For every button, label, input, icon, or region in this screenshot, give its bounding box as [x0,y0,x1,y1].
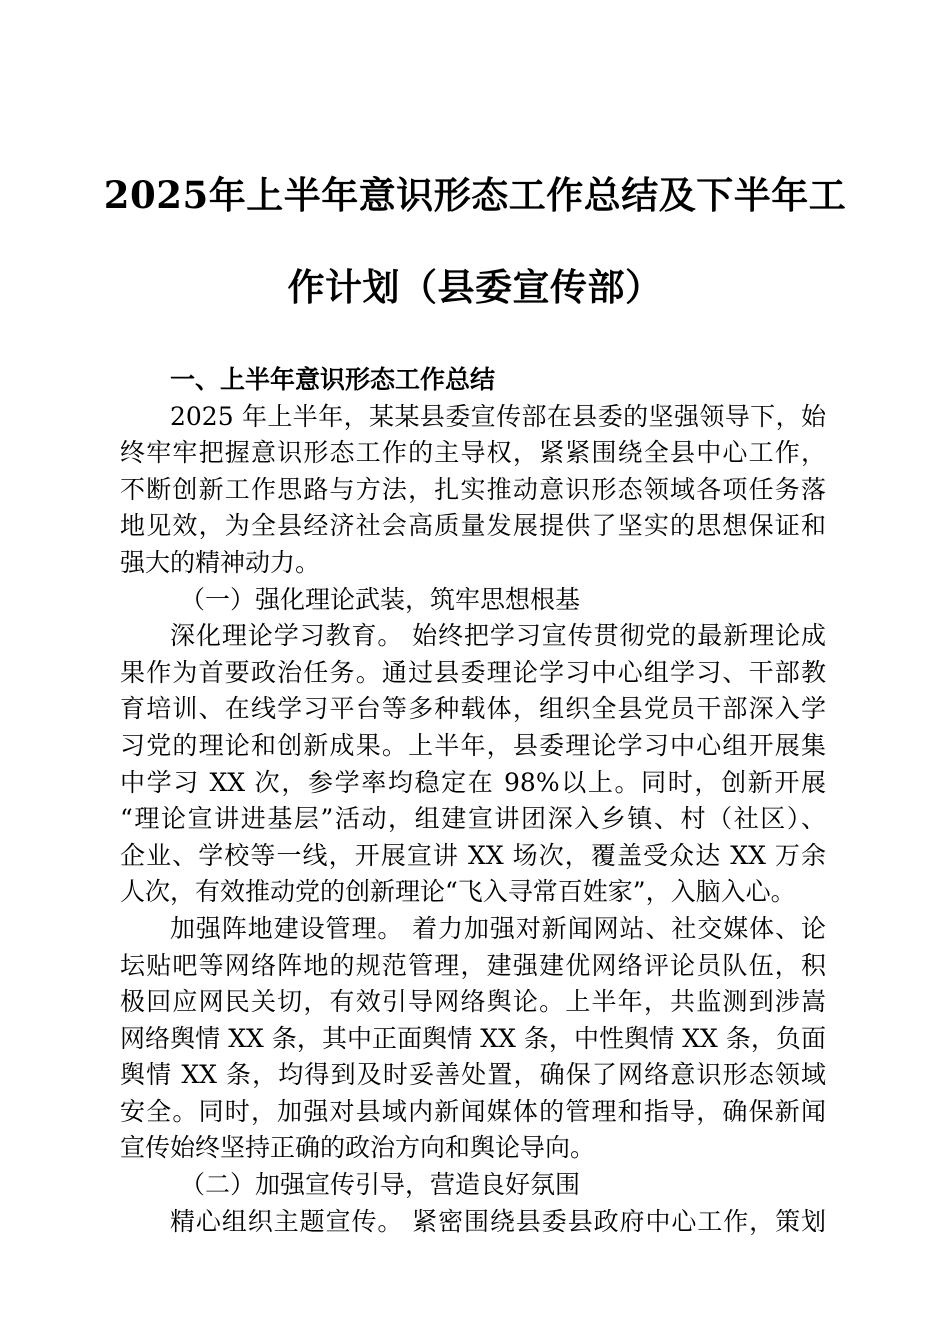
intro-line-4: 地见效，为全县经济社会高质量发展提供了坚实的思想保证和 [120,511,826,541]
intro-line-2: 终牢牢把握意识形态工作的主导权，紧紧围绕全县中心工作， [120,438,826,468]
para2-line-5: 舆情 XX 条，均得到及时妥善处置，确保了网络意识形态领域 [120,1060,826,1090]
para2-line-7: 宣传始终坚持正确的政治方向和舆论导向。 [120,1133,596,1163]
para1-line-5: 中学习 XX 次，参学率均稳定在 98%以上。同时，创新开展 [120,767,826,797]
para2-line-3: 极回应网民关切，有效引导网络舆论。上半年，共监测到涉嵩 [120,987,826,1017]
para2-line-4: 网络舆情 XX 条，其中正面舆情 XX 条，中性舆情 XX 条，负面 [120,1023,826,1053]
para2-line-6: 安全。同时，加强对县域内新闻媒体的管理和指导，确保新闻 [120,1096,826,1126]
para1-line-1: 深化理论学习教育。 始终把学习宣传贯彻党的最新理论成 [170,621,826,651]
para1-line-7: 企业、学校等一线，开展宣讲 XX 场次，覆盖受众达 XX 万余 [120,840,826,870]
intro-line-5: 强大的精神动力。 [120,547,321,577]
section-heading-1: 一、上半年意识形态工作总结 [170,365,496,394]
document-title-line-2: 作计划（县委宣传部） [287,265,663,309]
para2-line-1: 加强阵地建设管理。 着力加强对新闻网站、社交媒体、论 [170,913,826,943]
subsection-heading-2: （二）加强宣传引导，营造良好氛围 [180,1170,581,1200]
para3-line-1: 精心组织主题宣传。 紧密围绕县委县政府中心工作，策划 [170,1206,826,1236]
para1-line-8: 人次，有效推动党的创新理论“飞入寻常百姓家”，入脑入心。 [120,877,796,907]
subsection-heading-1: （一）强化理论武装，筑牢思想根基 [180,584,581,614]
intro-line-1: 2025 年上半年，某某县委宣传部在县委的坚强领导下，始 [170,401,826,431]
document-title-line-1: 2025年上半年意识形态工作总结及下半年工 [103,173,847,217]
para1-line-2: 果作为首要政治任务。通过县委理论学习中心组学习、干部教 [120,657,826,687]
intro-line-3: 不断创新工作思路与方法，扎实推动意识形态领域各项任务落 [120,474,826,504]
para2-line-2: 坛贴吧等网络阵地的规范管理，建强建优网络评论员队伍，积 [120,950,826,980]
para1-line-4: 习党的理论和创新成果。上半年，县委理论学习中心组开展集 [120,730,826,760]
document-body [120,362,826,1240]
para1-line-6: “理论宣讲进基层”活动，组建宣讲团深入乡镇、村（社区）、 [120,804,826,834]
para1-line-3: 育培训、在线学习平台等多种载体，组织全县党员干部深入学 [120,694,826,724]
